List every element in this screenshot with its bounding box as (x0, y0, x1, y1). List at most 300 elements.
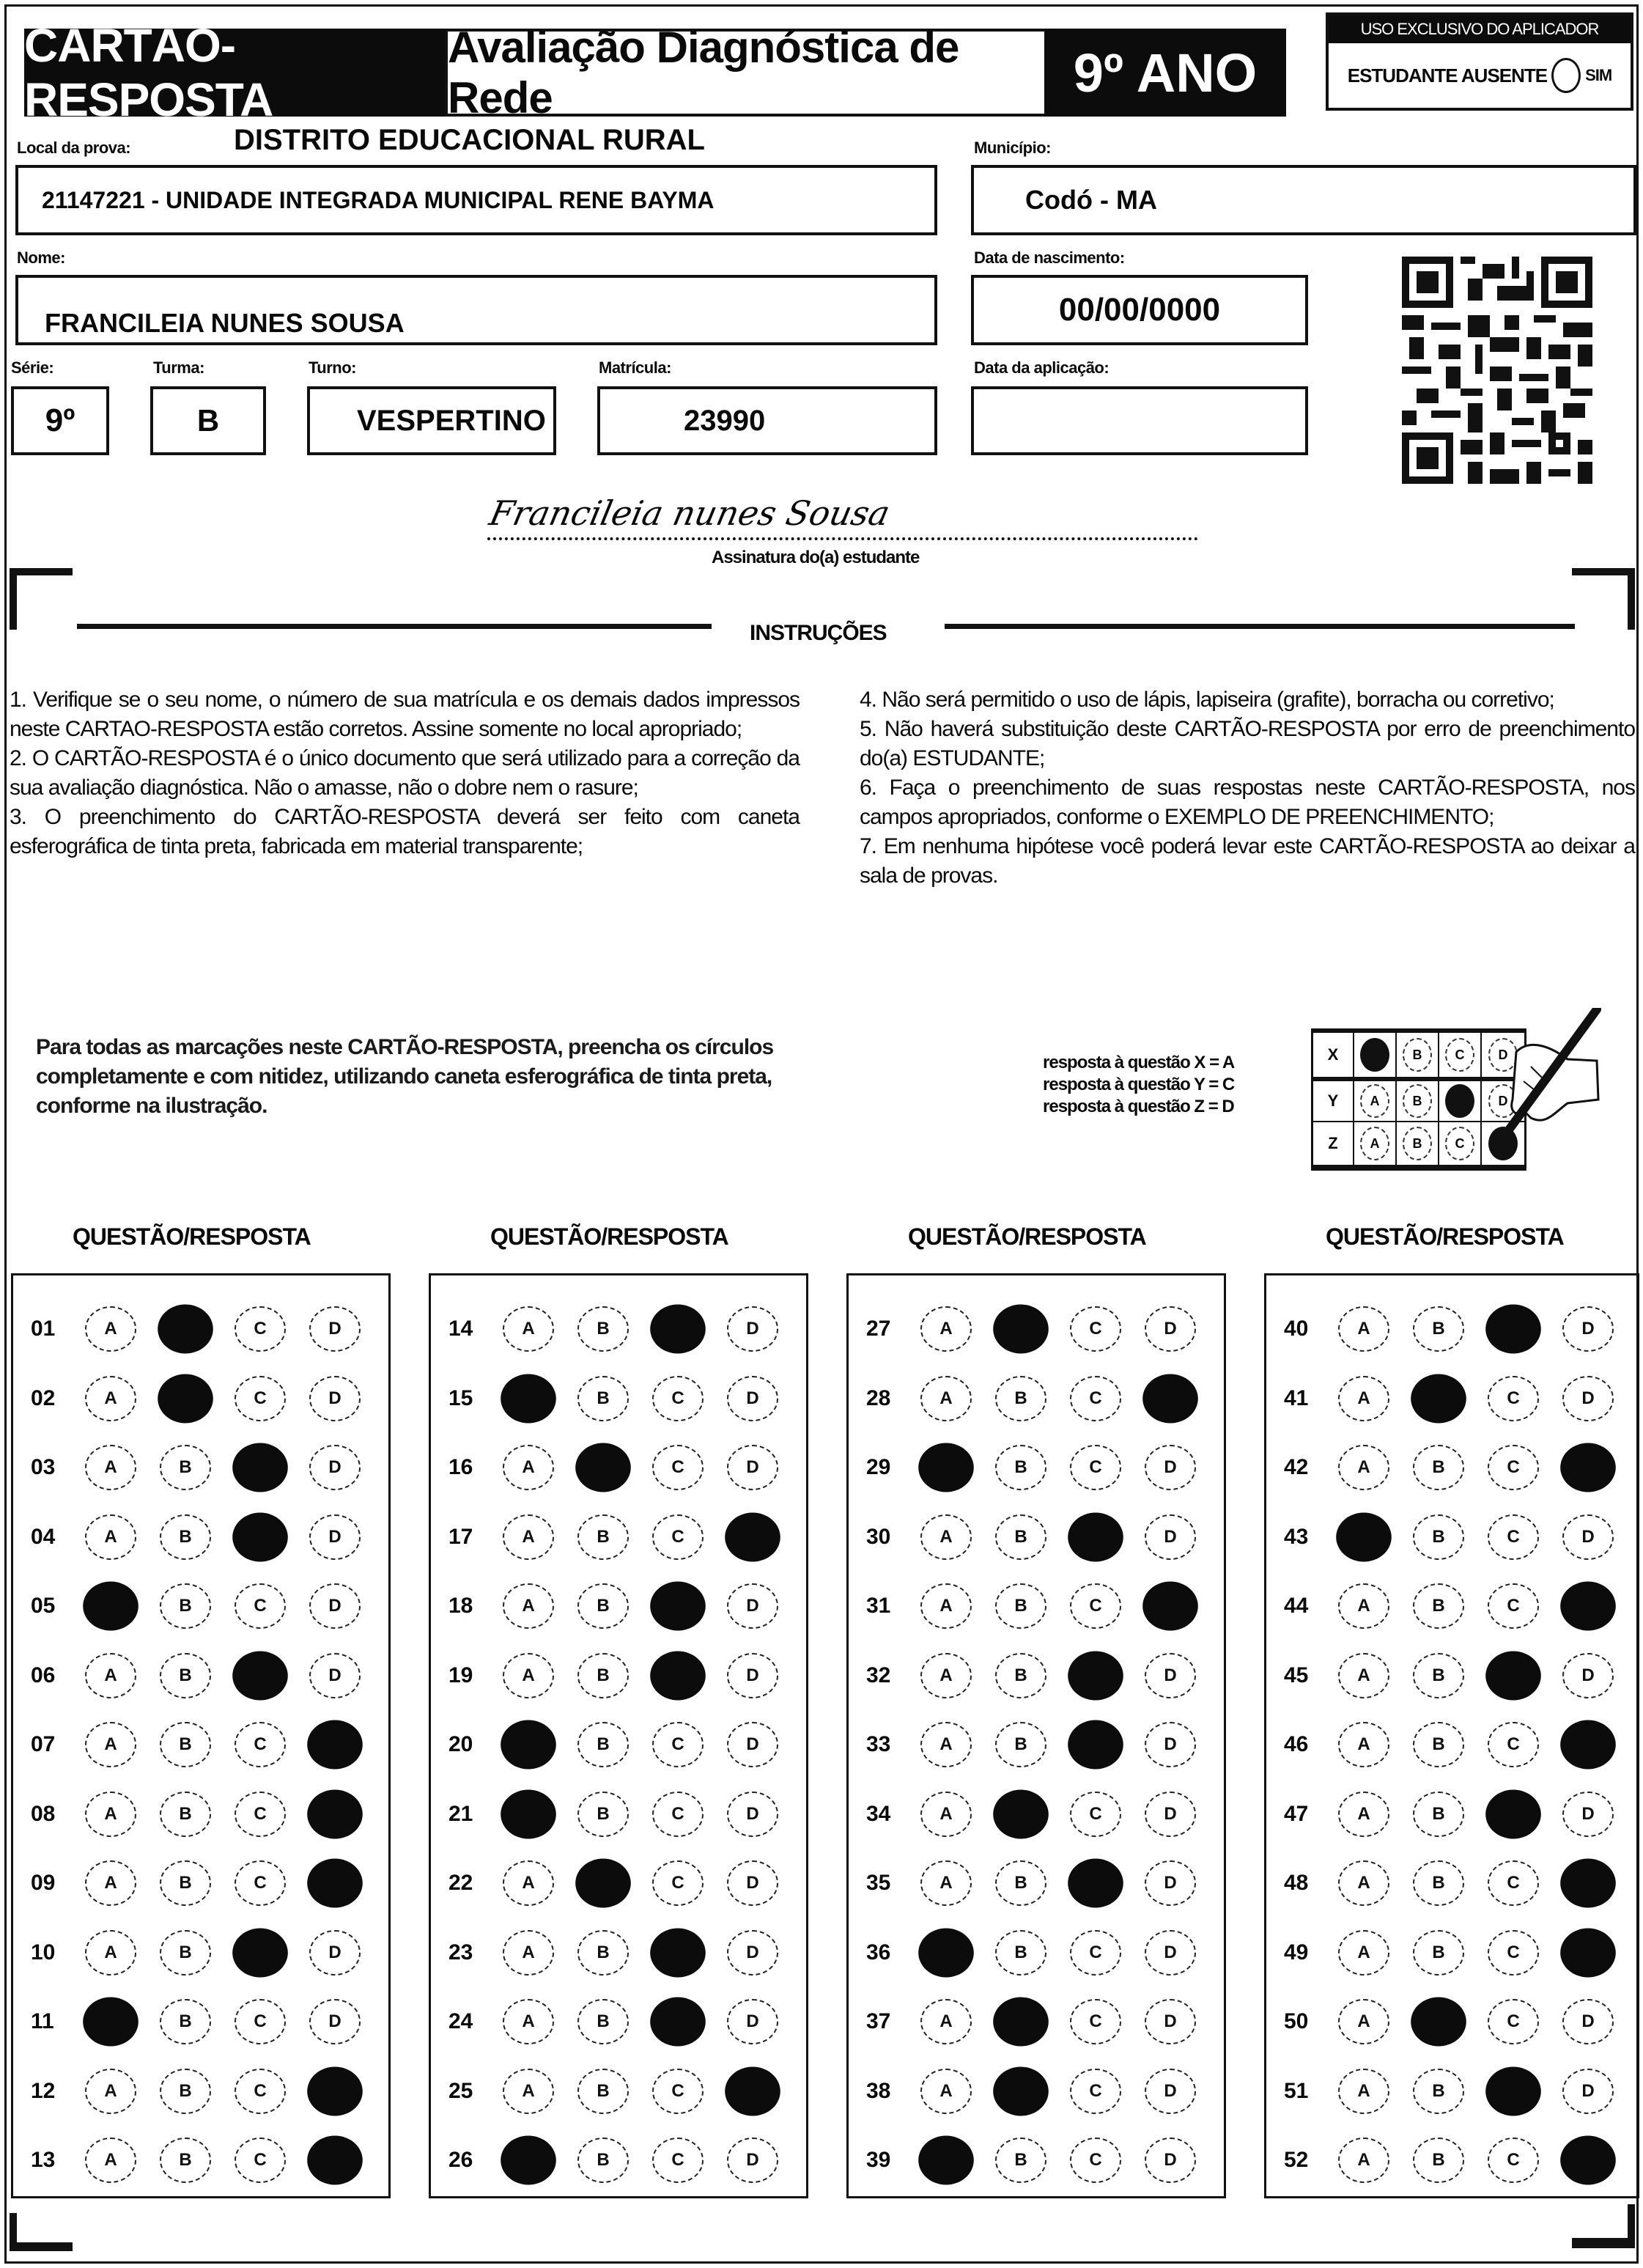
signature-line[interactable] (487, 536, 1198, 540)
answer-row (849, 1987, 1224, 2057)
answer-bubble[interactable]: A (1338, 1653, 1389, 1698)
answer-bubble[interactable]: C (235, 1860, 286, 1906)
answer-bubble-filled[interactable] (1411, 1374, 1466, 1423)
example-bubble: D (1488, 1084, 1518, 1118)
answer-bubble[interactable]: B (995, 1445, 1046, 1490)
answer-bubble-filled[interactable] (501, 1374, 556, 1423)
answer-bubble[interactable]: A (1338, 1306, 1389, 1352)
question-number: 13 (31, 2148, 56, 2173)
answer-bubble[interactable]: B (1413, 1792, 1464, 1837)
answer-bubble[interactable]: D (727, 1653, 778, 1698)
answer-row (1266, 1710, 1637, 1780)
instruction-item: 6. Faça o preenchimento de suas respostas neste CARTÃO-RESPOSTA, nos campos apropriados, conforme o EXEMPLO DE PREENCHIMENTO; (860, 776, 1635, 829)
answer-bubble[interactable]: A (85, 1306, 136, 1352)
answer-bubble-filled[interactable] (725, 2066, 780, 2116)
answer-bubble[interactable]: D (1145, 1514, 1196, 1560)
answer-row (13, 1987, 388, 2057)
answer-bubble[interactable]: B (160, 1930, 211, 1976)
answer-bubble[interactable]: C (652, 1792, 704, 1837)
answer-bubble[interactable]: D (727, 1930, 778, 1976)
answer-bubble[interactable]: C (1488, 1722, 1539, 1767)
question-number: 03 (31, 1455, 56, 1480)
answer-bubble-filled[interactable] (307, 1720, 363, 1770)
answer-bubble[interactable]: A (85, 2069, 136, 2114)
answer-row (1266, 1364, 1637, 1434)
answer-bubble[interactable]: C (1070, 1306, 1121, 1352)
serie-label: Série: (11, 358, 54, 377)
answer-bubble[interactable]: A (503, 1860, 554, 1906)
answer-bubble[interactable]: C (1488, 1860, 1539, 1906)
answer-bubble[interactable]: A (85, 2138, 136, 2183)
answer-bubble[interactable]: D (1145, 1792, 1196, 1837)
answer-bubble[interactable]: A (920, 1999, 972, 2044)
answer-bubble[interactable]: A (503, 1514, 554, 1560)
instruction-item: 2. O CARTÃO-RESPOSTA é o único documento que será utilizado para a correção da sua avaliação diagnóstica. Não o amasse, não o dobre nem o rasure; (10, 746, 800, 800)
answer-bubble[interactable]: C (1070, 1930, 1121, 1976)
answer-bubble[interactable]: A (1338, 1376, 1389, 1421)
answer-bubble-filled[interactable] (918, 1928, 974, 1977)
answer-bubble-filled[interactable] (83, 1582, 139, 1631)
question-number: 21 (448, 1801, 473, 1826)
answer-bubble[interactable]: C (1488, 1999, 1539, 2044)
question-number: 41 (1284, 1385, 1309, 1410)
answer-bubble-filled[interactable] (1485, 2066, 1541, 2116)
answer-bubble[interactable]: B (995, 1860, 1046, 1906)
answer-bubble[interactable]: D (1145, 1999, 1196, 2044)
example-bubble: C (1445, 1038, 1474, 1072)
answer-bubble-filled[interactable] (1142, 1582, 1198, 1631)
answer-bubble[interactable]: C (1070, 1583, 1121, 1629)
answer-bubble[interactable]: A (920, 1722, 972, 1767)
answer-bubble-filled[interactable] (650, 1651, 706, 1700)
answer-bubble[interactable]: D (727, 1376, 778, 1421)
answer-bubble[interactable]: A (920, 1860, 972, 1906)
answer-bubble-filled[interactable] (501, 1720, 556, 1770)
answer-bubble[interactable]: A (1338, 1583, 1389, 1629)
answer-bubble[interactable]: A (1338, 1999, 1389, 2044)
instructions-title: INSTRUÇÕES (750, 621, 887, 645)
signature-handwriting: Francileia nunes Sousa (486, 493, 894, 533)
answer-row (431, 1987, 806, 2057)
answer-bubble[interactable]: D (1562, 1514, 1614, 1560)
answer-bubble[interactable]: C (1070, 1792, 1121, 1837)
answer-bubble[interactable]: B (1413, 1860, 1464, 1906)
answer-bubble[interactable]: A (503, 1653, 554, 1698)
answer-row (1266, 1572, 1637, 1641)
municipio-field (971, 165, 1636, 235)
answer-bubble[interactable]: D (1145, 1306, 1196, 1352)
question-number: 18 (448, 1594, 473, 1619)
answer-bubble-filled[interactable] (1485, 1305, 1541, 1354)
answer-row (1266, 1780, 1637, 1849)
answer-bubble[interactable]: B (995, 1514, 1046, 1560)
answer-bubble[interactable]: C (235, 1376, 286, 1421)
answer-row (431, 1295, 806, 1364)
instructions-left (10, 685, 800, 861)
answer-bubble[interactable]: C (652, 2069, 704, 2114)
answer-bubble[interactable]: B (995, 1722, 1046, 1767)
corner-mark-top-left-v (10, 568, 17, 630)
answer-bubble[interactable]: D (1145, 1445, 1196, 1490)
answer-row (431, 2126, 806, 2195)
answer-bubble[interactable]: B (1413, 1653, 1464, 1698)
question-number: 01 (31, 1317, 56, 1341)
answer-bubble[interactable]: C (235, 1792, 286, 1837)
answer-bubble[interactable]: A (920, 1792, 972, 1837)
answer-bubble-filled[interactable] (650, 1305, 706, 1354)
answer-bubble[interactable]: D (309, 1930, 361, 1976)
question-number: 51 (1284, 2078, 1309, 2103)
answer-bubble[interactable]: C (235, 1583, 286, 1629)
answer-bubble[interactable]: D (1145, 1860, 1196, 1906)
turma-value: B (196, 403, 220, 438)
answer-bubble-filled[interactable] (1560, 1582, 1616, 1631)
answer-bubble-filled[interactable] (1560, 2136, 1616, 2185)
answer-bubble-filled[interactable] (307, 2136, 363, 2185)
answer-bubble-filled[interactable] (1560, 1443, 1616, 1492)
answer-bubble[interactable]: D (309, 1653, 361, 1698)
answer-bubble-filled[interactable] (1068, 1512, 1123, 1561)
answer-bubble[interactable]: D (1562, 1999, 1614, 2044)
answer-bubble[interactable]: A (85, 1792, 136, 1837)
answer-bubble[interactable]: C (652, 1722, 704, 1767)
question-number: 45 (1284, 1663, 1309, 1687)
answer-bubble-filled[interactable] (501, 1789, 556, 1838)
answer-row (849, 1849, 1224, 1918)
answer-bubble-filled[interactable] (83, 1998, 139, 2047)
answer-bubble-filled[interactable] (1068, 1720, 1123, 1770)
answer-bubble-filled[interactable] (158, 1374, 213, 1423)
answer-row (13, 2057, 388, 2127)
answer-bubble-filled[interactable] (232, 1928, 288, 1977)
answer-bubble[interactable]: D (727, 1999, 778, 2044)
answer-bubble[interactable]: B (577, 1306, 629, 1352)
nascimento-value: 00/00/0000 (1058, 292, 1221, 328)
answer-bubble[interactable]: D (309, 1306, 361, 1352)
answer-bubble[interactable]: D (309, 1583, 361, 1629)
answer-bubble[interactable]: A (1338, 1860, 1389, 1906)
answer-row (1266, 1849, 1637, 1918)
answer-bubble[interactable]: D (727, 1306, 778, 1352)
matricula-label: Matrícula: (599, 358, 671, 377)
answer-row (1266, 2126, 1637, 2195)
answer-bubble[interactable]: A (503, 1930, 554, 1976)
answer-bubble-filled[interactable] (1336, 1512, 1392, 1561)
question-number: 47 (1284, 1801, 1309, 1826)
answer-bubble[interactable]: D (1562, 1653, 1614, 1698)
answer-bubble[interactable]: A (503, 1583, 554, 1629)
column-title: QUESTÃO/RESPOSTA (1326, 1223, 1564, 1250)
answer-bubble-filled[interactable] (918, 1443, 974, 1492)
legend-line: resposta à questão X = A (1043, 1053, 1235, 1072)
example-row-label: X (1313, 1033, 1354, 1077)
answer-bubble[interactable]: B (577, 1999, 629, 2044)
instructions-rule-right (945, 624, 1575, 629)
municipio-value: Codó - MA (1025, 185, 1157, 215)
answer-bubble-filled[interactable] (1485, 1789, 1541, 1838)
question-number: 12 (31, 2078, 56, 2103)
answer-bubble-filled[interactable] (993, 1305, 1049, 1354)
answer-bubble[interactable]: B (995, 1376, 1046, 1421)
example-bubble-filled (1445, 1084, 1474, 1118)
answer-card (4, 4, 1639, 2264)
answer-row (849, 2126, 1224, 2195)
answer-bubble[interactable]: C (1488, 1583, 1539, 1629)
answer-bubble[interactable]: B (577, 1722, 629, 1767)
answer-row (13, 1918, 388, 1988)
answer-bubble-filled[interactable] (307, 1859, 363, 1908)
answer-row (431, 1780, 806, 1849)
absent-radio[interactable] (1551, 58, 1581, 93)
corner-mark-bottom-right-v (1628, 2204, 1635, 2248)
answer-bubble-filled[interactable] (307, 2066, 363, 2116)
answer-bubble[interactable]: A (85, 1860, 136, 1906)
answer-bubble[interactable]: B (577, 1653, 629, 1698)
answer-bubble[interactable]: B (577, 2138, 629, 2183)
answer-bubble[interactable]: A (920, 1653, 972, 1698)
question-number: 32 (866, 1663, 891, 1687)
aplicacao-field[interactable] (971, 386, 1308, 455)
example-row-label: Z (1313, 1121, 1354, 1165)
answer-row (1266, 2057, 1637, 2127)
answer-bubble[interactable]: D (1145, 1653, 1196, 1698)
answer-bubble[interactable]: A (920, 1306, 972, 1352)
answer-row (1266, 1295, 1637, 1364)
example-bubble: B (1403, 1084, 1432, 1118)
answer-bubble-filled[interactable] (993, 2066, 1049, 2116)
corner-mark-bottom-left-v (10, 2213, 17, 2251)
answer-bubble-filled[interactable] (993, 1998, 1049, 2047)
answer-bubble-filled[interactable] (575, 1443, 631, 1492)
answer-bubble[interactable]: C (652, 1860, 704, 1906)
answer-bubble[interactable]: D (309, 1514, 361, 1560)
answer-bubble[interactable]: A (85, 1376, 136, 1421)
answer-bubble[interactable]: B (160, 1653, 211, 1698)
turma-field (150, 386, 266, 455)
answer-bubble[interactable]: B (160, 2138, 211, 2183)
answer-bubble[interactable]: D (309, 1999, 361, 2044)
turma-label: Turma: (153, 358, 204, 377)
answer-bubble[interactable]: B (160, 1583, 211, 1629)
answer-bubble[interactable]: C (1488, 1514, 1539, 1560)
answer-bubble-filled[interactable] (650, 1582, 706, 1631)
question-number: 07 (31, 1732, 56, 1757)
answer-bubble-filled[interactable] (993, 1789, 1049, 1838)
answer-bubble[interactable]: D (1145, 1722, 1196, 1767)
answer-bubble[interactable]: A (920, 1376, 972, 1421)
answer-bubble[interactable]: B (577, 1792, 629, 1837)
answer-row (849, 1364, 1224, 1434)
answer-bubble[interactable]: D (1562, 2069, 1614, 2114)
answer-bubble[interactable]: B (577, 2069, 629, 2114)
instruction-item: 7. Em nenhuma hipótese você poderá levar este CARTÃO-RESPOSTA ao deixar a sala de provas. (860, 834, 1635, 888)
answer-bubble[interactable]: A (503, 1445, 554, 1490)
answer-bubble[interactable]: C (1070, 2138, 1121, 2183)
answer-bubble[interactable]: C (652, 1445, 704, 1490)
answer-bubble[interactable]: D (1562, 1376, 1614, 1421)
answer-bubble[interactable]: D (727, 1445, 778, 1490)
answer-row (13, 1849, 388, 1918)
nascimento-field (971, 275, 1308, 345)
answer-bubble[interactable]: B (1413, 1722, 1464, 1767)
answer-bubble[interactable]: C (652, 1376, 704, 1421)
question-number: 05 (31, 1594, 56, 1619)
answer-bubble[interactable]: B (1413, 1306, 1464, 1352)
answer-bubble[interactable]: C (1070, 2069, 1121, 2114)
answer-bubble[interactable]: A (85, 1722, 136, 1767)
answer-bubble[interactable]: C (1488, 1930, 1539, 1976)
answer-bubble-filled[interactable] (1560, 1859, 1616, 1908)
answer-bubble[interactable]: C (1488, 2138, 1539, 2183)
answer-bubble[interactable]: D (727, 1722, 778, 1767)
answer-bubble[interactable]: D (1562, 1792, 1614, 1837)
question-number: 34 (866, 1801, 891, 1826)
answer-bubble[interactable]: A (920, 1583, 972, 1629)
legend-line: resposta à questão Y = C (1043, 1075, 1235, 1094)
answer-bubble[interactable]: C (1070, 1376, 1121, 1421)
question-number: 06 (31, 1663, 56, 1687)
answer-bubble[interactable]: D (727, 1792, 778, 1837)
answer-bubble[interactable]: D (727, 2138, 778, 2183)
answer-bubble[interactable]: B (995, 1583, 1046, 1629)
qr-code (1402, 256, 1592, 485)
question-number: 49 (1284, 1940, 1309, 1965)
answer-bubble[interactable]: D (1145, 1930, 1196, 1976)
answer-bubble-filled[interactable] (307, 1789, 363, 1838)
answer-bubble[interactable]: B (160, 1514, 211, 1560)
answer-row (13, 1780, 388, 1849)
answer-bubble[interactable]: B (995, 2138, 1046, 2183)
answer-bubble[interactable]: D (727, 1583, 778, 1629)
answer-bubble[interactable]: A (85, 1445, 136, 1490)
answer-bubble[interactable]: A (1338, 2138, 1389, 2183)
answer-bubble[interactable]: A (503, 1999, 554, 2044)
answer-bubble[interactable]: C (1070, 1445, 1121, 1490)
answer-bubble[interactable]: C (235, 1722, 286, 1767)
answer-bubble[interactable]: B (160, 1792, 211, 1837)
answer-bubble[interactable]: A (85, 1514, 136, 1560)
instruction-item: 4. Não será permitido o uso de lápis, lapiseira (grafite), borracha ou corretivo; (860, 688, 1554, 712)
answer-bubble-filled[interactable] (1411, 1998, 1466, 2047)
nascimento-label: Data de nascimento: (974, 248, 1125, 267)
example-bubble: D (1488, 1038, 1518, 1072)
question-number: 33 (866, 1732, 891, 1757)
answer-bubble[interactable]: B (995, 1930, 1046, 1976)
answer-bubble-filled[interactable] (232, 1512, 288, 1561)
answer-bubble[interactable]: C (235, 1999, 286, 2044)
answer-bubble[interactable]: C (652, 2138, 704, 2183)
answer-row (849, 1641, 1224, 1711)
answer-bubble[interactable]: A (85, 1930, 136, 1976)
question-number: 29 (866, 1455, 891, 1480)
answer-bubble-filled[interactable] (1142, 1374, 1198, 1423)
answer-column-3 (846, 1273, 1226, 2198)
answer-bubble[interactable]: B (160, 1860, 211, 1906)
answer-bubble[interactable]: A (1338, 1722, 1389, 1767)
question-number: 27 (866, 1317, 891, 1341)
answer-bubble[interactable]: B (1413, 1583, 1464, 1629)
answer-bubble-filled[interactable] (1485, 1651, 1541, 1700)
answer-bubble[interactable]: C (235, 2069, 286, 2114)
answer-bubble-filled[interactable] (650, 1928, 706, 1977)
answer-bubble-filled[interactable] (575, 1859, 631, 1908)
answer-bubble[interactable]: A (1338, 1792, 1389, 1837)
answer-bubble[interactable]: C (1488, 1376, 1539, 1421)
answer-bubble[interactable]: A (920, 1514, 972, 1560)
answer-bubble[interactable]: B (995, 1653, 1046, 1698)
answer-bubble[interactable]: A (1338, 1445, 1389, 1490)
answer-row (13, 1710, 388, 1780)
answer-bubble[interactable]: D (1562, 1306, 1614, 1352)
answer-bubble-filled[interactable] (1560, 1928, 1616, 1977)
answer-bubble[interactable]: B (1413, 2138, 1464, 2183)
answer-bubble[interactable]: A (1338, 1930, 1389, 1976)
answer-bubble[interactable]: C (652, 1514, 704, 1560)
question-number: 14 (448, 1317, 473, 1341)
answer-row (431, 1918, 806, 1988)
answer-bubble[interactable]: B (577, 1514, 629, 1560)
answer-bubble[interactable]: C (235, 1306, 286, 1352)
answer-bubble[interactable]: B (160, 2069, 211, 2114)
answer-row (431, 1641, 806, 1711)
answer-bubble[interactable]: A (920, 2069, 972, 2114)
answer-bubble-filled[interactable] (232, 1443, 288, 1492)
answer-bubble[interactable]: B (160, 1999, 211, 2044)
answer-bubble-filled[interactable] (1068, 1651, 1123, 1700)
answer-bubble[interactable]: B (1413, 1445, 1464, 1490)
matricula-field (597, 386, 937, 455)
answer-bubble[interactable]: C (1070, 1999, 1121, 2044)
question-number: 48 (1284, 1871, 1309, 1896)
answer-bubble-filled[interactable] (725, 1512, 780, 1561)
answer-bubble[interactable]: C (1488, 1445, 1539, 1490)
answer-bubble[interactable]: D (1145, 2069, 1196, 2114)
answer-bubble[interactable]: B (577, 1583, 629, 1629)
question-number: 11 (31, 2009, 54, 2034)
answer-bubble-filled[interactable] (158, 1305, 213, 1354)
answer-bubble[interactable]: B (1413, 2069, 1464, 2114)
answer-bubble[interactable]: D (727, 1860, 778, 1906)
answer-bubble[interactable]: B (577, 1930, 629, 1976)
answer-bubble[interactable]: D (1145, 2138, 1196, 2183)
answer-bubble[interactable]: A (85, 1653, 136, 1698)
answer-bubble[interactable]: B (1413, 1514, 1464, 1560)
answer-bubble[interactable]: B (1413, 1930, 1464, 1976)
answer-bubble[interactable]: B (160, 1445, 211, 1490)
answer-bubble[interactable]: D (309, 1445, 361, 1490)
question-number: 46 (1284, 1732, 1309, 1757)
answer-bubble-filled[interactable] (650, 1998, 706, 2047)
answer-bubble[interactable]: A (503, 2069, 554, 2114)
answer-bubble[interactable]: B (577, 1376, 629, 1421)
local-label: Local da prova: (17, 139, 131, 157)
answer-bubble[interactable]: A (1338, 2069, 1389, 2114)
answer-bubble[interactable]: D (309, 1376, 361, 1421)
answer-bubble-filled[interactable] (1560, 1720, 1616, 1770)
answer-bubble-filled[interactable] (1068, 1859, 1123, 1908)
nome-value: FRANCILEIA NUNES SOUSA (45, 308, 405, 338)
example-bubble: B (1403, 1127, 1432, 1160)
answer-bubble-filled[interactable] (501, 2136, 556, 2185)
answer-bubble[interactable]: C (235, 2138, 286, 2183)
question-number: 31 (866, 1594, 891, 1619)
answer-bubble-filled[interactable] (232, 1651, 288, 1700)
answer-bubble[interactable]: B (160, 1722, 211, 1767)
answer-bubble[interactable]: A (503, 1306, 554, 1352)
question-number: 40 (1284, 1317, 1309, 1341)
answer-bubble-filled[interactable] (918, 2136, 974, 2185)
column-title: QUESTÃO/RESPOSTA (73, 1223, 311, 1250)
